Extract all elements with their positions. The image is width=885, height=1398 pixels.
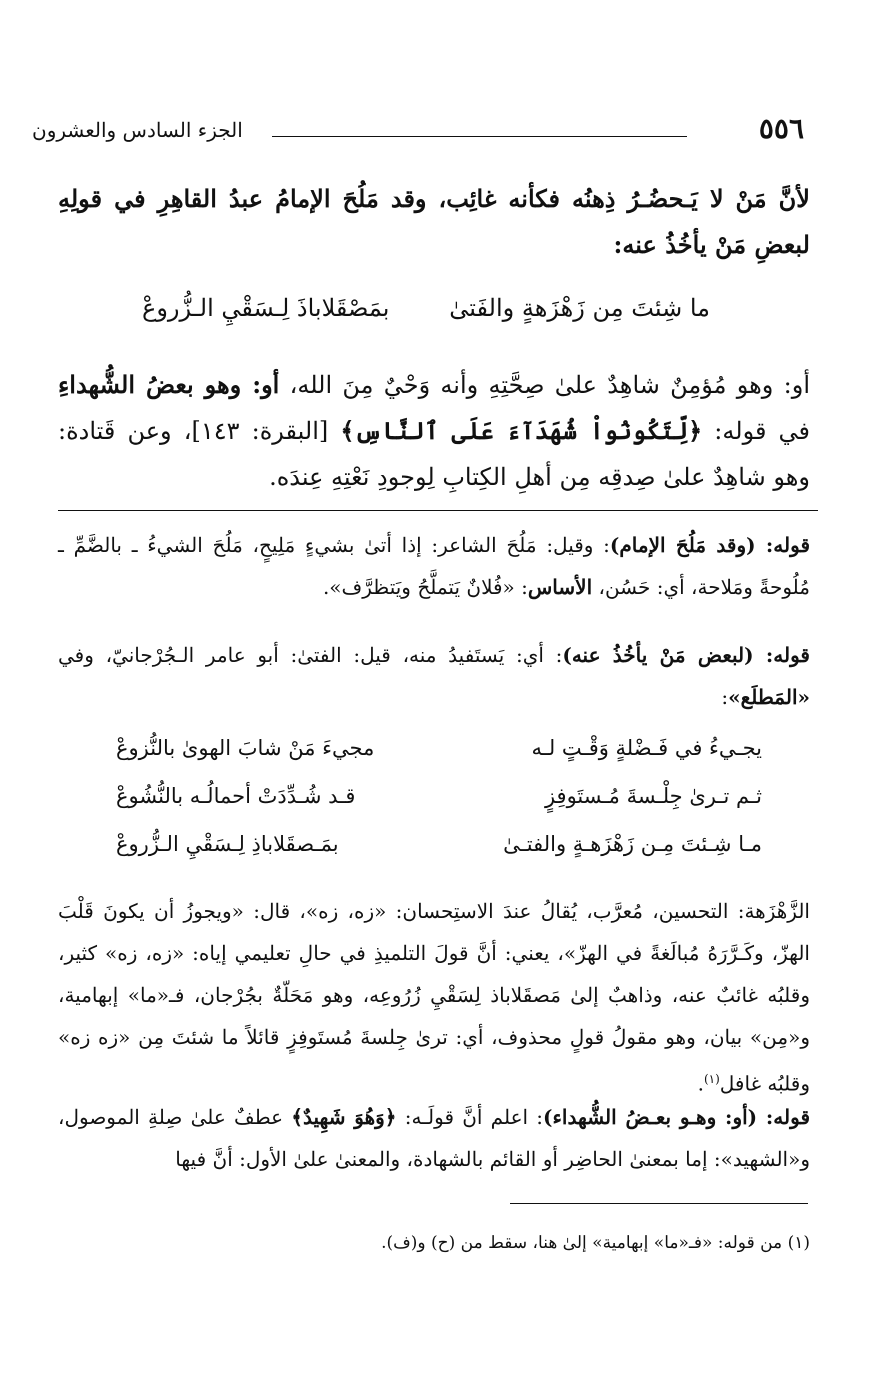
commentary-1-source: الأساس bbox=[527, 575, 593, 599]
commentary-1-text: : وقيل: مَلُحَ الشاعر: إذا أتىٰ بشيءٍ مَلِيحٍ، مَلُحَ الشيءُ ـ بالضَّمِّ ـ مُلُوحةً ومَلاحة، أي: حَسُن، bbox=[58, 533, 810, 599]
verse-1 bbox=[60, 294, 812, 334]
footnote-rule bbox=[510, 1203, 808, 1204]
quran-quote: ﴿لِّتَكُونُواْ شُهَدَآءَ عَلَى ٱلنَّاسِ﴾ bbox=[340, 416, 703, 445]
footnote-ref[interactable]: (١) bbox=[703, 1072, 720, 1086]
main-p1-mid: عبدُ القاهِرِ في قولِهِ bbox=[58, 184, 276, 213]
verse-1-first-hemistich: ما شِئتَ مِن زَهْزَهةٍ والفَتىٰ bbox=[449, 294, 710, 322]
commentary-3-text: الزَّهْزَهة: التحسين، مُعرَّب، يُقالُ عندَ الاستِحسان: «زه، زه»، قال: «ويجوزُ أن يكونَ قَلْبَ الهزّ، وكَـرَّرَهُ مُبالَغةً في الهزّ»، يعني: أنَّ قولَ التلميذِ في حالِ تعليمي إياه: «زه، زه» كثير، وقلبُه غائبٌ عنه، وذاهبٌ إلىٰ مَصقَلاباذ لِسَقْيِ زُرُوعِه، وهو مَحَلّةٌ بجُرْجان، فـ«ما» إبهامية، و«مِن» بيان، وهو مقولُ قولٍ محذوف، أي: ترىٰ جِلسةَ مُستَوفِزٍ قائلاً ما شئتَ مِن «زه زه» وقلبُه غافل bbox=[58, 899, 810, 1096]
verse-row bbox=[60, 832, 812, 880]
verse-1-second-hemistich: بمَصْقَلاباذَ لِـسَقْيِ الـزُّروعْ bbox=[142, 294, 390, 322]
main-text bbox=[58, 176, 810, 268]
commentary-1-end: : «فُلانٌ يَتملَّحُ ويَتظرَّف». bbox=[322, 575, 528, 599]
verse-hemistich-b: بمَـصقَلاباذِ لِـسَقْيِ الـزُّروعْ bbox=[116, 832, 339, 856]
verse-row bbox=[60, 736, 812, 784]
commentary-2-book: «المَطلَع» bbox=[728, 685, 810, 709]
commentary-1 bbox=[58, 524, 810, 608]
commentary-4 bbox=[58, 1096, 810, 1180]
commentary-2-lead: قوله: (لبعض مَنْ يأخُذُ عنه) bbox=[562, 643, 810, 667]
verse-hemistich-b: مجيءَ مَنْ شابَ الهوىٰ بالنُّزوعْ bbox=[116, 736, 375, 760]
footnote: (١) من قوله: «فـ«ما» إبهامية» إلىٰ هنا، سقط من (ح) و(ف). bbox=[381, 1233, 810, 1253]
main-p2-in: في قوله: bbox=[702, 417, 811, 445]
main-p2-lead: أو: وهو مُؤمِنٌ شاهِدٌ علىٰ صِحَّتِهِ وأنه وَحْيٌ مِنَ الله، bbox=[279, 371, 810, 399]
section-divider bbox=[58, 510, 818, 511]
commentary-2 bbox=[58, 634, 810, 718]
verse-hemistich-b: قـد شُـدِّدَتْ أحمالُـه بالنُّشُوعْ bbox=[116, 784, 356, 808]
commentary-1-lead: قوله: (وقد مَلُحَ الإمام) bbox=[609, 533, 811, 557]
main-p1-bold: وقد مَلُحَ الإمامُ bbox=[275, 184, 427, 213]
verse-row bbox=[60, 784, 812, 832]
verse-hemistich-a: يجـيءُ في فَـضْلةٍ وَقْـتٍ لـه bbox=[531, 736, 762, 760]
commentary-4-quran: ﴿وَهُوَ شَهِيدٌ﴾ bbox=[291, 1105, 397, 1129]
main-p1-end: لبعضِ مَنْ يأخُذُ عنه: bbox=[613, 230, 810, 259]
running-header bbox=[32, 114, 804, 154]
commentary-3: الزَّهْزَهة: التحسين، مُعرَّب، يُقالُ عندَ الاستِحسان: «زه، زه»، قال: «ويجوزُ أن يكونَ قَلْبَ الهزّ، وكَـرَّرَهُ مُبالَغةً في الهزّ»، يعني: أنَّ قولَ التلميذِ في حالِ تعليمي إياه: «زه، زه» كثير، وقلبُه غائبٌ عنه، وذاهبٌ إلىٰ مَصقَلاباذ لِسَقْيِ زُرُوعِه، وهو مَحَلّةٌ بجُرْجان، فـ«ما» إبهامية، و«مِن» بيان، وهو مقولُ قولٍ محذوف، أي: ترىٰ جِلسةَ مُستَوفِزٍ قائلاً ما شئتَ مِن «زه زه» وقلبُه غافل$^{(١)}$. bbox=[58, 899, 810, 1096]
commentary-4-lead: قوله: (أو: وهـو بعـضُ الشُّهداء) bbox=[543, 1105, 811, 1129]
commentary-4-text: : اعلم أنَّ قولَـه: bbox=[396, 1105, 544, 1129]
verse-hemistich-a: ثـم تـرىٰ جِلْـسةَ مُـستَوفِزٍ bbox=[544, 784, 762, 808]
verse-group bbox=[60, 736, 812, 880]
verse-hemistich-a: مـا شِـئتَ مِـن زَهْزَهـةٍ والفتـىٰ bbox=[503, 832, 762, 856]
main-paragraph-2 bbox=[58, 362, 810, 500]
page-number: ٥٥٦ bbox=[758, 112, 804, 145]
main-paragraph-1 bbox=[58, 176, 810, 268]
header-rule bbox=[272, 136, 687, 137]
main-p1-lead: لأنَّ مَنْ لا يَـحضُـرُ ذِهنُه فكأنه غائِب، bbox=[426, 184, 810, 213]
commentary-2-end: : bbox=[721, 685, 729, 709]
commentary-4-end: عطفٌ علىٰ صِلةِ الموصول، و«الشهيد»: إما بمعنىٰ الحاضِر أو القائم بالشهادة، والمعنىٰ علىٰ الأول: أنَّ فيها bbox=[58, 1105, 810, 1171]
header-title: الجزء السادس والعشرون bbox=[32, 118, 243, 142]
main-p2-bold: أو: وهو بعضُ الشُّهداءِ bbox=[58, 370, 280, 399]
main-p2-end: [البقرة: ١٤٣]، وعن قَتادة: وهو شاهِدٌ علىٰ صِدقِه مِن أهلِ الكِتابِ لِوجودِ نَعْتِهِ عِندَه. bbox=[58, 417, 810, 491]
commentary-2-text: : أي: يَستَفيدُ منه، قيل: الفتىٰ: أبو عامر الـجُرْجانيّ، وفي bbox=[58, 643, 563, 667]
